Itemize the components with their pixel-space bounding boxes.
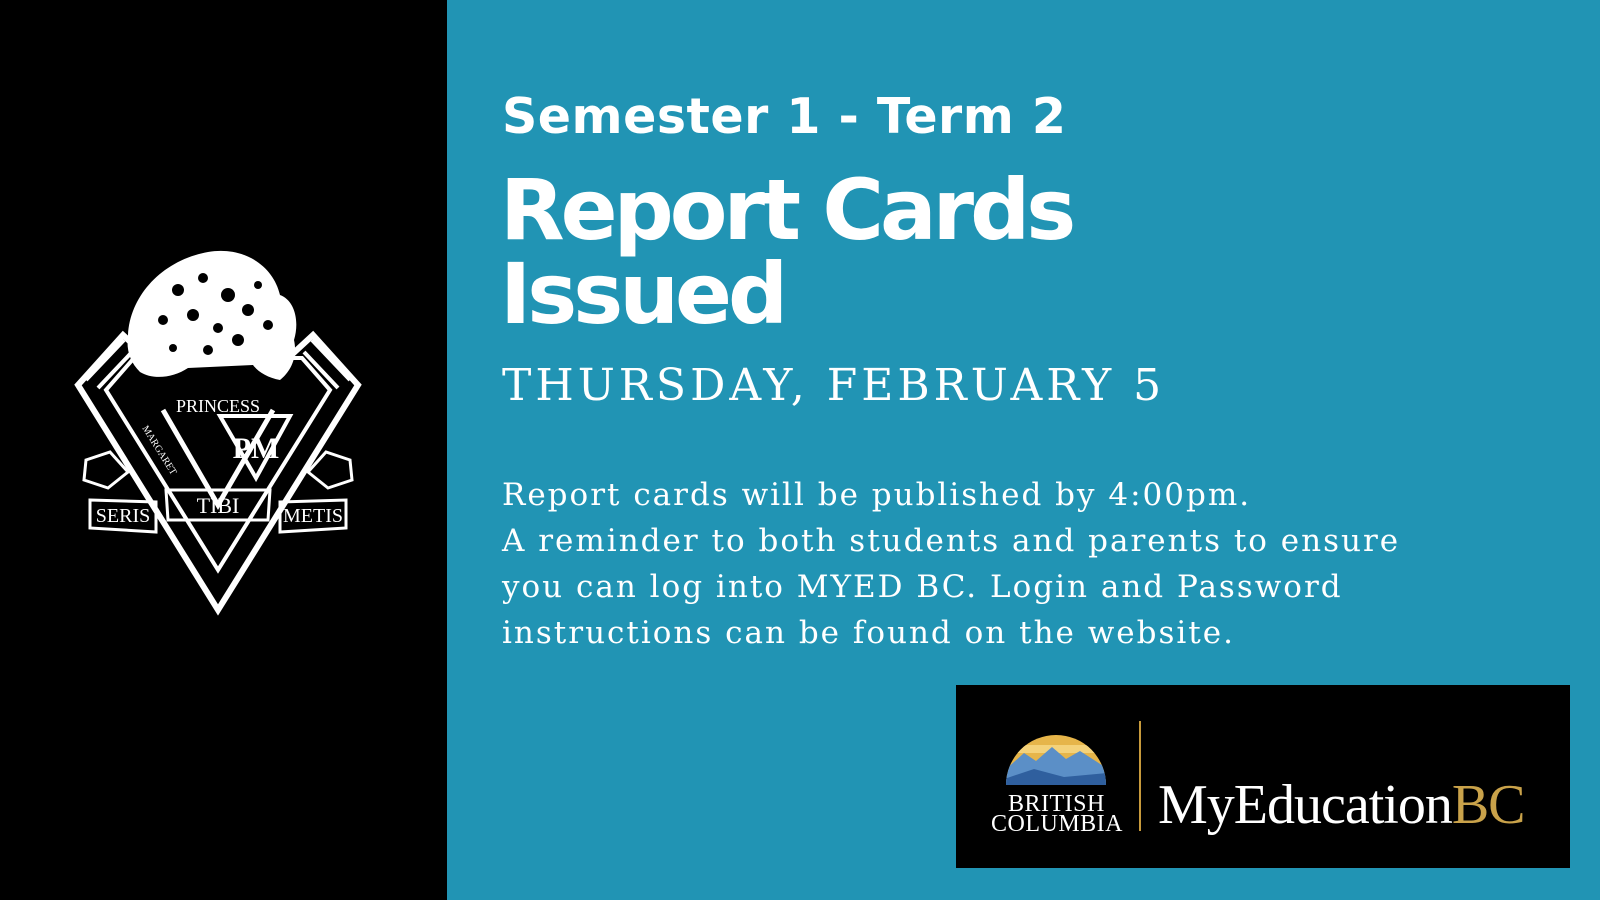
body-line: Report cards will be published by 4:00pm.: [502, 477, 1252, 513]
announcement-headline: [500, 161, 1073, 343]
product-name-main: MyEducation: [1158, 774, 1452, 836]
crest-motto-left-text: SERIS: [95, 505, 151, 527]
product-name: [1158, 773, 1525, 837]
product-name-suffix: BC: [1451, 774, 1525, 836]
body-line: you can log into MYED BC. Login and Password: [502, 569, 1343, 605]
banner-divider: [1139, 721, 1141, 831]
bc-sunrise-emblem-icon: [1004, 719, 1108, 787]
headline-line-1: Report Cards: [500, 161, 1073, 259]
crest-motto-center-text: TIBI: [196, 493, 240, 518]
announcement-date: THURSDAY, FEBRUARY 5: [502, 360, 1166, 411]
body-line: A reminder to both students and parents to ensure: [502, 523, 1401, 559]
crest-side-text: MARGARET: [139, 423, 179, 478]
myeducationbc-logo: [956, 685, 1570, 868]
left-panel: [0, 0, 447, 900]
crest-top-banner-text: PRINCESS: [175, 396, 261, 416]
province-line-2: COLUMBIA: [991, 811, 1124, 837]
crest-monogram-text: PM: [232, 432, 280, 465]
headline-line-2: Issued: [500, 245, 785, 343]
body-line: instructions can be found on the website.: [502, 615, 1235, 651]
crest-motto-right-text: METIS: [283, 505, 343, 527]
announcement-kicker: Semester 1 - Term 2: [502, 88, 1067, 145]
bison-crest-icon: [68, 240, 368, 630]
announcement-body: [502, 472, 1400, 656]
province-line-1: BRITISH: [1008, 791, 1105, 817]
